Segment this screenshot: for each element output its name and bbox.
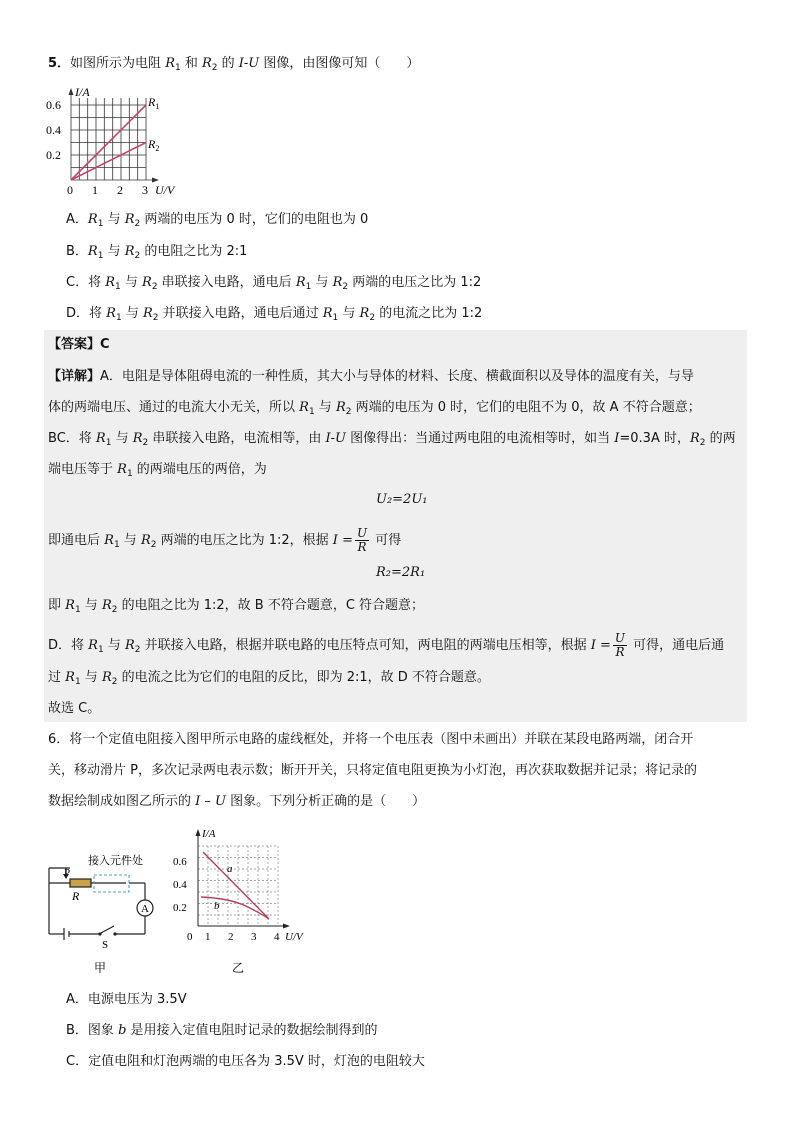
- caption-jia: 甲: [94, 961, 107, 975]
- q5-option-d[interactable]: D．将 $R_1$ 与 $R_2$ 并联接入电路，通电后通过 $R_1$ 与 $R_2$ 的电流之比为 1:2: [66, 306, 483, 323]
- q6-xtick: 3: [251, 931, 257, 943]
- q6-xlabel: U/V: [285, 931, 303, 943]
- q5-xlabel: U/V: [155, 183, 175, 197]
- q6-xtick: 0: [187, 931, 193, 943]
- q6-stem-3: 数据绘制成如图乙所示的 I – U 图象。下列分析正确的是（ ）: [48, 794, 426, 809]
- rheostat-label: R: [72, 889, 80, 903]
- q6-ytick: 0.2: [173, 902, 187, 914]
- q6-label-b: b: [214, 900, 220, 912]
- detail-line-4: 端电压等于 $R_1$ 的两端电压的两倍，为: [48, 462, 267, 479]
- q6-option-a[interactable]: A．电源电压为 3.5V: [66, 992, 187, 1007]
- q6-label-a: a: [227, 863, 233, 875]
- q5-line-r2: [71, 143, 146, 181]
- detail-line-8: 过 $R_1$ 与 $R_2$ 的电流之比为它们的电阻的反比，即为 2:1，故 D 不符合题意。: [48, 670, 490, 687]
- q5-ytick: 0.6: [46, 98, 61, 112]
- svg-text:I/A: I/A: [75, 85, 90, 99]
- q6-line-a: [203, 852, 269, 919]
- q6-xtick: 2: [228, 931, 234, 943]
- q6-stem-2: 关，移动滑片 P，多次记录两电表示数；断开开关，只将定值电阻更换为小灯泡，再次获取数据并记录；将记录的: [48, 763, 697, 778]
- q5-label-r2: $R_2$: [148, 137, 160, 153]
- q6-xtick: 1: [205, 931, 211, 943]
- q5-option-a[interactable]: A．$R_1$ 与 $R_2$ 两端的电压为 0 时，它们的电阻也为 0: [66, 212, 369, 229]
- q5-xtick: 0: [67, 183, 73, 197]
- q6-ylabel: I/A: [202, 828, 216, 840]
- q6-iu-graph: [168, 826, 318, 976]
- q5-label-r1: $R_1$: [148, 95, 160, 111]
- q5-ytick: 0.2: [46, 148, 61, 162]
- q6-xtick: 4: [274, 931, 280, 943]
- ammeter-label: A: [141, 903, 149, 915]
- equation-u2: U₂=2U₁: [376, 492, 428, 507]
- q5-xtick: 3: [142, 183, 148, 197]
- q5-xtick: 1: [92, 183, 98, 197]
- detail-line-6: 即 $R_1$ 与 $R_2$ 的电阻之比为 1:2，故 B 不符合题意，C 符合题意；: [48, 598, 425, 615]
- ohm-fraction: $\frac{U}{R}$: [614, 631, 626, 659]
- detail-line-5: 即通电后 $R_1$ 与 $R_2$ 两端的电压之比为 1:2，根据 I = $\frac{U}{R}$ 可得: [48, 526, 402, 554]
- component-box-label: 接入元件处: [88, 855, 143, 867]
- q6-ytick: 0.4: [173, 879, 187, 891]
- q5-option-c[interactable]: C．将 $R_1$ 与 $R_2$ 串联接入电路，通电后 $R_1$ 与 $R_2$ 两端的电压之比为 1:2: [66, 275, 482, 292]
- q6-option-b[interactable]: B．图象 b 是用接入定值电阻时记录的数据绘制得到的: [66, 1023, 378, 1038]
- detail-line-1: 【详解】A．电阻是导体阻碍电流的一种性质，其大小与导体的材料、长度、横截面积以及导体的温度有关，与导: [48, 369, 694, 384]
- detail-line-9: 故选 C。: [48, 701, 101, 716]
- answer-panel: [44, 330, 747, 722]
- switch-label: S: [102, 939, 109, 951]
- q5-stem: 5．如图所示为电阻 $R_1$ 和 $R_2$ 的 I-U 图像，由图像可知（ ）: [48, 56, 420, 73]
- q5-xtick: 2: [117, 183, 123, 197]
- q6-option-c[interactable]: C．定值电阻和灯泡两端的电压各为 3.5V 时，灯泡的电阻较大: [66, 1054, 425, 1069]
- q6-ytick: 0.6: [173, 856, 187, 868]
- q6-stem-1: 6．将一个定值电阻接入图甲所示电路的虚线框处，并将一个电压表（图中未画出）并联在某段电路两端，闭合开: [48, 732, 694, 747]
- slider-p-label: P: [64, 867, 71, 879]
- q5-ytick: 0.4: [46, 123, 61, 137]
- circuit-diagram: [44, 848, 162, 976]
- caption-yi: 乙: [232, 961, 245, 975]
- detail-line-2: 体的两端电压、通过的电流大小无关，所以 $R_1$ 与 $R_2$ 两端的电压为 0 时，它们的电阻不为 0，故 A 不符合题意；: [48, 400, 701, 417]
- q5-option-b[interactable]: B．$R_1$ 与 $R_2$ 的电阻之比为 2:1: [66, 244, 248, 261]
- ohm-fraction: $\frac{U}{R}$: [356, 526, 368, 554]
- answer-label: 【答案】C: [48, 337, 110, 352]
- q5-iu-chart: [42, 82, 202, 200]
- detail-line-7: D．将 $R_1$ 与 $R_2$ 并联接入电路，根据并联电路的电压特点可知，两电阻的两端电压相等，根据 I = $\frac{U}{R}$ 可得，通电后通: [48, 631, 725, 659]
- equation-r2: R₂=2R₁: [376, 565, 426, 580]
- detail-line-3: BC．将 $R_1$ 与 $R_2$ 串联接入电路，电流相等，由 I-U 图像得出：当通过两电阻的电流相等时，如当 I=0.3A 时，$R_2$ 的两: [48, 431, 736, 448]
